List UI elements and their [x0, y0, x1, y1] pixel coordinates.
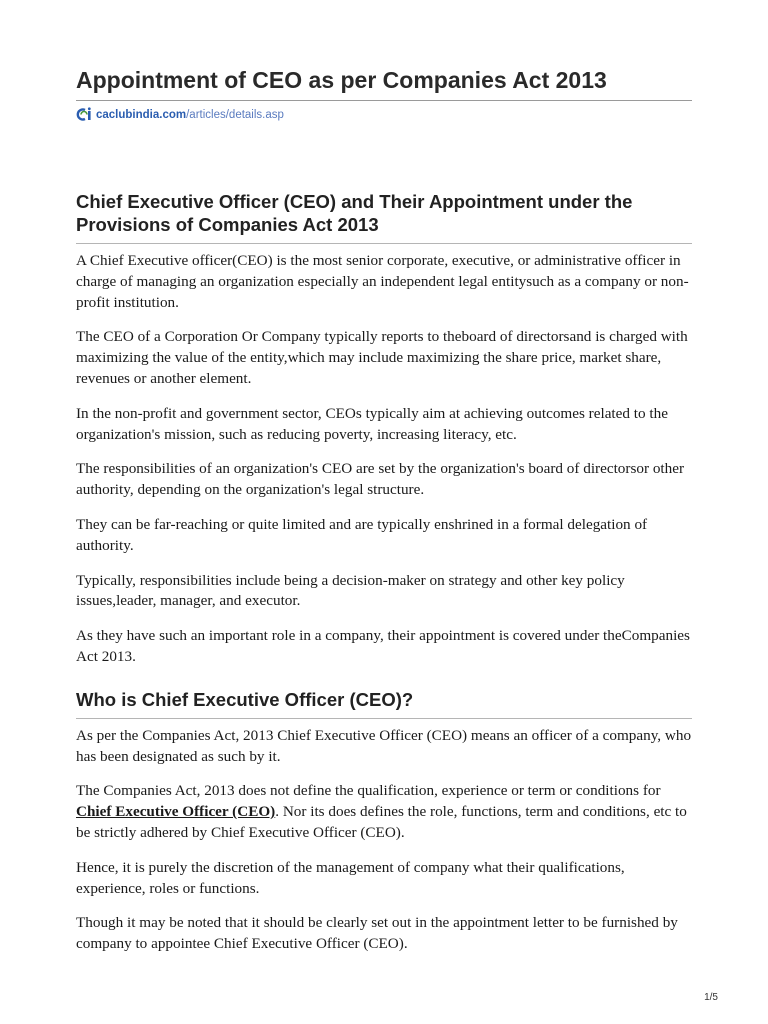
source-line: [76, 106, 284, 123]
paragraph-text: . Nor its does defines the role, functions, term and conditions, etc to be strictly adhered by Chief Executive Officer (CEO).: [76, 803, 687, 841]
paragraph-with-link: [76, 781, 692, 843]
document-title: Appointment of CEO as per Companies Act 2013: [76, 67, 607, 93]
article-content: [76, 190, 692, 969]
paragraph: The CEO of a Corporation Or Company typically reports to theboard of directorsand is charged with maximizing the value of the entity,which may include maximizing the share price, market share, revenues or another element.: [76, 328, 688, 387]
paragraph: The responsibilities of an organization's CEO are set by the organization's board of directorsor other authority, depending on the organization's legal structure.: [76, 460, 685, 499]
paragraph: Though it may be noted that it should be clearly set out in the appointment letter to be furnished by company to appointee Chief Executive Officer (CEO).: [76, 914, 678, 953]
caclubindia-logo-icon: [76, 106, 93, 123]
paragraph: They can be far-reaching or quite limited and are typically enshrined in a formal delegation of authority.: [76, 515, 648, 554]
title-divider: [76, 100, 692, 101]
ceo-definition-link[interactable]: Chief Executive Officer (CEO): [76, 803, 276, 821]
source-link[interactable]: [96, 109, 284, 121]
page-number: 1/5: [704, 992, 718, 1003]
section-divider: [76, 718, 692, 719]
paragraph: Hence, it is purely the discretion of the management of company what their qualifications, experience, roles or functions.: [76, 858, 625, 897]
paragraph: As per the Companies Act, 2013 Chief Executive Officer (CEO) means an officer of a company, who has been designated as such by it.: [76, 726, 692, 765]
paragraph: As they have such an important role in a company, their appointment is covered under theCompanies Act 2013.: [76, 627, 690, 665]
paragraph: Typically, responsibilities include being a decision-maker on strategy and other key policy issues,leader, manager, and executor.: [76, 571, 625, 610]
section-divider: [76, 243, 692, 244]
source-path: /articles/details.asp: [186, 108, 284, 121]
paragraph: In the non-profit and government sector, CEOs typically aim at achieving outcomes related to the organization's mission, such as reducing poverty, increasing literacy, etc.: [76, 404, 668, 443]
paragraph: A Chief Executive officer(CEO) is the most senior corporate, executive, or administrative officer in charge of managing an organization especially an independent legal entitysuch as a company or non-profit institution.: [76, 252, 689, 311]
source-domain: caclubindia.com: [96, 108, 187, 121]
section-heading-ceo-appointment: Chief Executive Officer (CEO) and Their Appointment under the Provisions of Companies Act 2013: [76, 191, 633, 235]
paragraph-text: The Companies Act, 2013 does not define the qualification, experience or term or conditions for: [76, 782, 661, 800]
section-heading-who-is-ceo: Who is Chief Executive Officer (CEO)?: [76, 688, 414, 710]
